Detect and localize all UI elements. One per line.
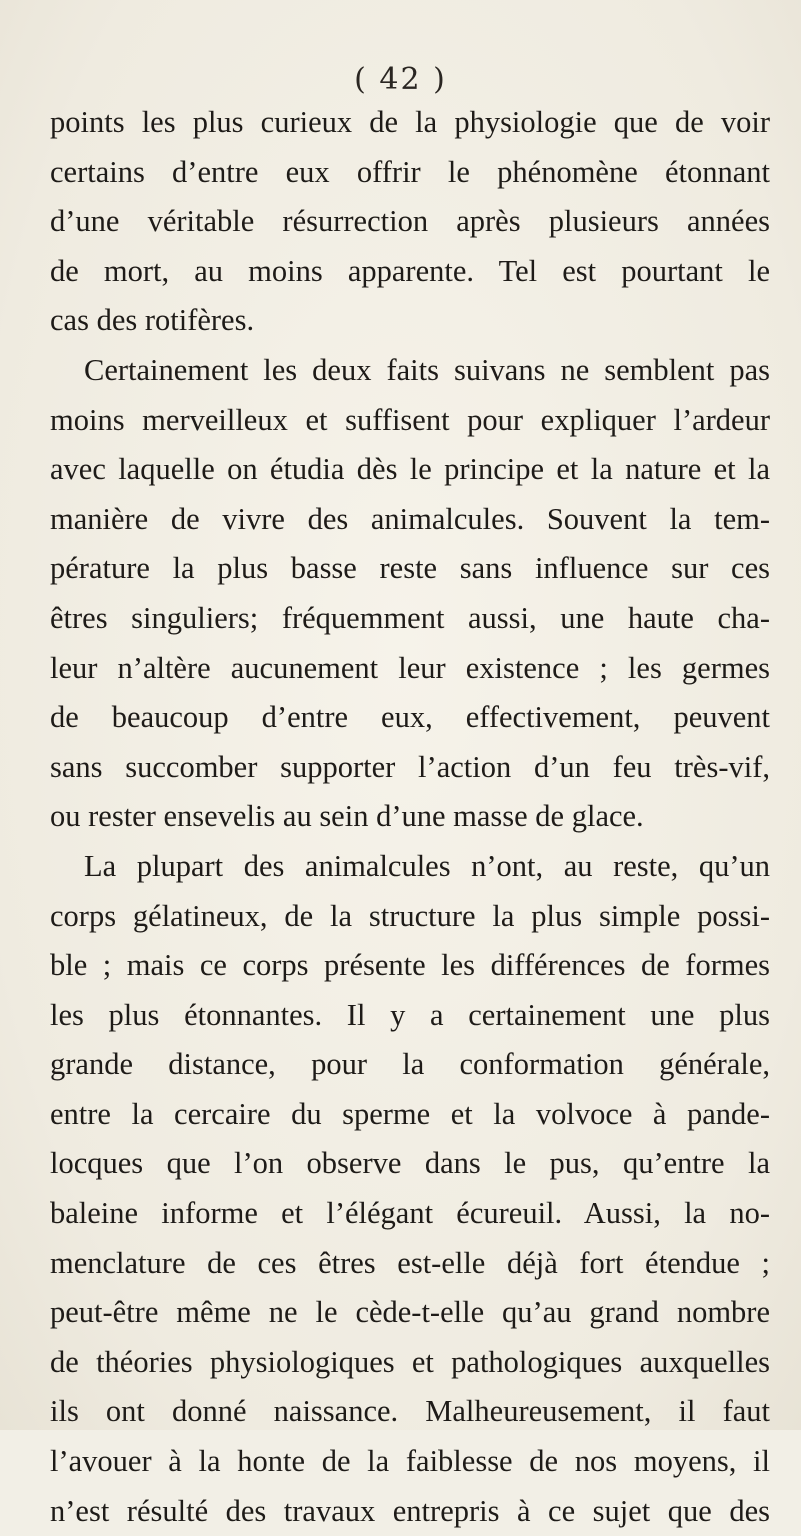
text-line: avec laquelle on étudia dès le principe et la nature et la xyxy=(50,452,770,487)
text-line: l’avouer à la honte de la faiblesse de nos moyens, il xyxy=(50,1444,770,1479)
text-line: les plus étonnantes. Il y a certainement une plus xyxy=(50,997,770,1032)
text-line: La plupart des animalcules n’ont, au reste, qu’un xyxy=(84,848,770,883)
text-line: d’une véritable résurrection après plusieurs années xyxy=(50,204,770,239)
text-line: moins merveilleux et suffisent pour expliquer l’ardeur xyxy=(50,402,770,437)
text-line: corps gélatineux, de la structure la plus simple possi- xyxy=(50,898,770,933)
text-line: n’est résulté des travaux entrepris à ce sujet que des xyxy=(50,1493,770,1528)
text-line: ble ; mais ce corps présente les différences de formes xyxy=(50,948,770,983)
text-line: leur n’altère aucunement leur existence ; les germes xyxy=(50,650,770,685)
text-line: de beaucoup d’entre eux, effectivement, peuvent xyxy=(50,700,770,735)
page-number: ( 42 ) xyxy=(354,62,447,97)
body-text xyxy=(50,98,770,1536)
text-line: certains d’entre eux offrir le phénomène étonnant xyxy=(50,154,770,189)
text-line: menclature de ces êtres est-elle déjà fort étendue ; xyxy=(50,1245,770,1280)
text-line: locques que l’on observe dans le pus, qu’entre la xyxy=(50,1146,770,1181)
text-line: Certainement les deux faits suivans ne semblent pas xyxy=(84,352,770,387)
text-line: grande distance, pour la conformation générale, xyxy=(50,1047,770,1082)
text-line: entre la cercaire du sperme et la volvoce à pande- xyxy=(50,1096,770,1131)
text-line: manière de vivre des animalcules. Souvent la tem- xyxy=(50,501,770,536)
text-line: de théories physiologiques et pathologiques auxquelles xyxy=(50,1344,770,1379)
text-line: baleine informe et l’élégant écureuil. Aussi, la no- xyxy=(50,1196,770,1231)
text-line: pérature la plus basse reste sans influence sur ces xyxy=(50,551,770,586)
text-line: de mort, au moins apparente. Tel est pourtant le xyxy=(50,253,770,288)
text-line: sans succomber supporter l’action d’un feu très-vif, xyxy=(50,749,770,784)
text-line: peut-être même ne le cède-t-elle qu’au grand nombre xyxy=(50,1295,770,1330)
text-line: cas des rotifères. xyxy=(50,303,255,338)
text-line: ils ont donné naissance. Malheureusement, il faut xyxy=(50,1394,770,1429)
text-line: points les plus curieux de la physiologie que de voir xyxy=(50,105,770,139)
text-line: ou rester ensevelis au sein d’une masse de glace. xyxy=(50,799,644,834)
text-line: êtres singuliers; fréquemment aussi, une haute cha- xyxy=(50,600,770,635)
